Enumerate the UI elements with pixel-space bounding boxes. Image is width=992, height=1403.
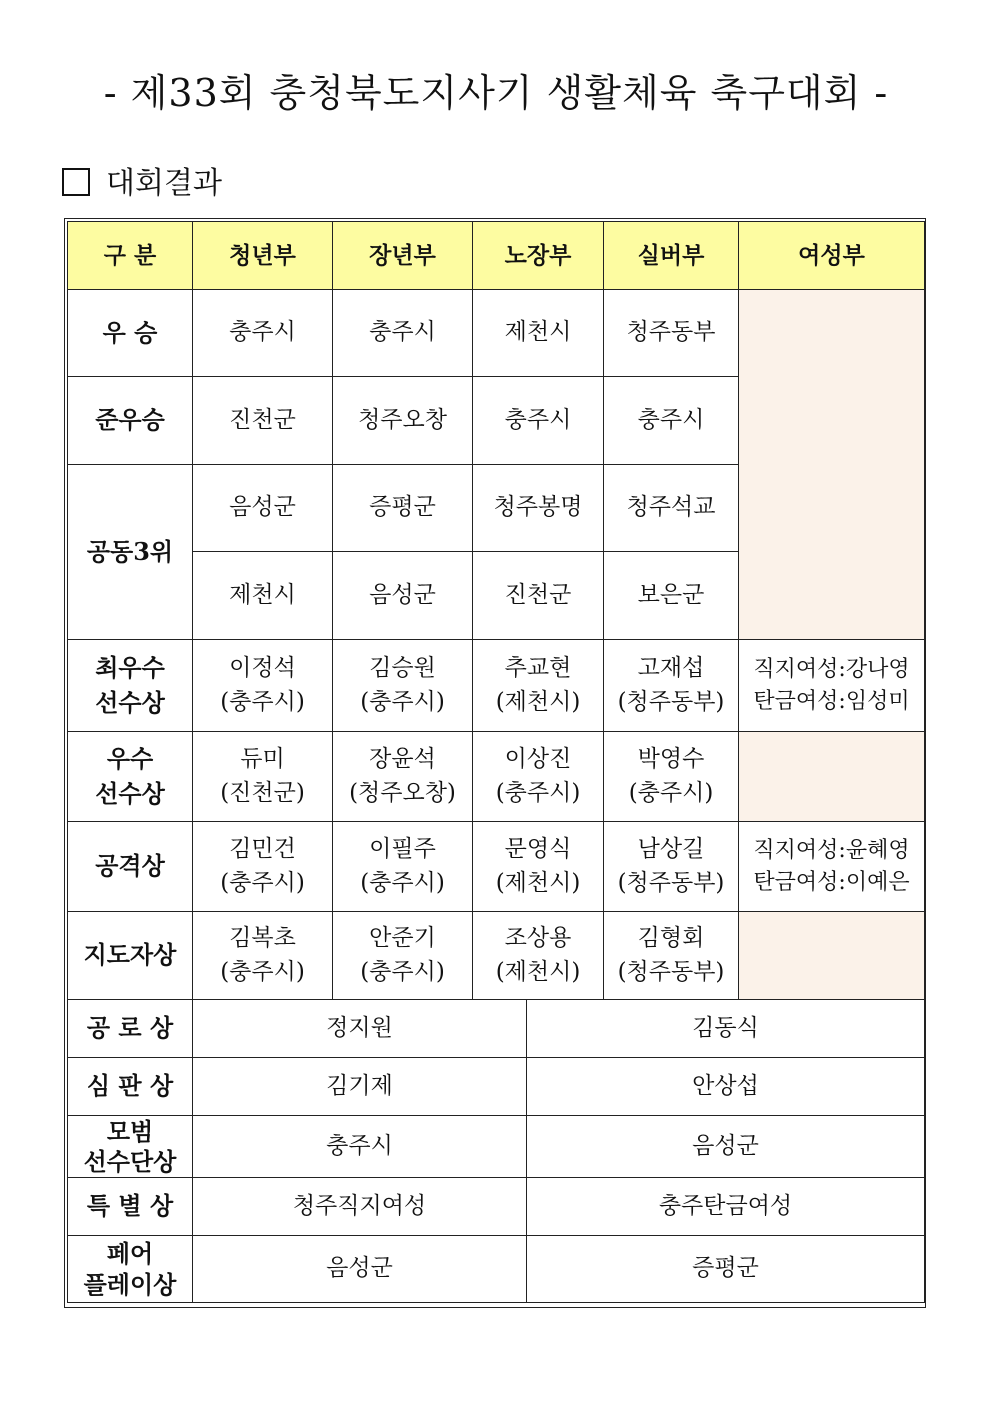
results-table (67, 221, 925, 1303)
cell-attack-senior: 문영식 (제천시) (473, 822, 604, 912)
checkbox-square-icon (62, 168, 90, 196)
cell-third1-silver: 청주석교 (604, 465, 739, 552)
cell-winner-senior: 제천시 (473, 290, 604, 377)
cell-model-left: 충주시 (193, 1116, 527, 1178)
cell-attack-women: 직지여성:윤혜영 탄금여성:이예은 (739, 822, 925, 912)
cell-mvp-senior: 추교현 (제천시) (473, 640, 604, 732)
cell-third2-youth: 제천시 (193, 552, 333, 640)
cell-third2-silver: 보은군 (604, 552, 739, 640)
cell-third1-senior: 청주봉명 (473, 465, 604, 552)
header-category: 구 분 (68, 222, 193, 290)
row-label-special: 특 별 상 (68, 1178, 193, 1236)
page-title: - 제33회 충청북도지사기 생활체육 축구대회 - (103, 71, 889, 115)
cell-women-blank (739, 290, 925, 640)
table-row (68, 912, 925, 1000)
cell-mvp-silver: 고재섭 (청주동부) (604, 640, 739, 732)
row-label-attack: 공격상 (68, 822, 193, 912)
cell-special-left: 청주직지여성 (193, 1178, 527, 1236)
row-label-coach: 지도자상 (68, 912, 193, 1000)
table-row (68, 1116, 925, 1178)
cell-merit-right: 김동식 (527, 1000, 925, 1058)
cell-runnerup-senior: 충주시 (473, 377, 604, 465)
cell-model-right: 음성군 (527, 1116, 925, 1178)
cell-runnerup-adult: 청주오창 (333, 377, 473, 465)
row-label-referee: 심 판 상 (68, 1058, 193, 1116)
table-row (68, 822, 925, 912)
table-row (68, 1178, 925, 1236)
header-youth: 청년부 (193, 222, 333, 290)
row-label-winner: 우 승 (68, 290, 193, 377)
table-row (68, 1000, 925, 1058)
cell-special-right: 충주탄금여성 (527, 1178, 925, 1236)
cell-third1-youth: 음성군 (193, 465, 333, 552)
cell-third1-adult: 증평군 (333, 465, 473, 552)
table-row (68, 1058, 925, 1116)
row-label-third: 공동3위 (68, 465, 193, 640)
cell-third2-adult: 음성군 (333, 552, 473, 640)
cell-winner-silver: 청주동부 (604, 290, 739, 377)
header-silver: 실버부 (604, 222, 739, 290)
cell-excellent-adult: 장윤석 (청주오창) (333, 732, 473, 822)
table-row (68, 1236, 925, 1303)
cell-coach-youth: 김복초 (충주시) (193, 912, 333, 1000)
cell-merit-left: 정지원 (193, 1000, 527, 1058)
table-row (68, 732, 925, 822)
cell-referee-right: 안상섭 (527, 1058, 925, 1116)
cell-excellent-silver: 박영수 (충주시) (604, 732, 739, 822)
row-label-excellent: 우수 선수상 (68, 732, 193, 822)
header-row (68, 222, 925, 290)
row-label-model: 모범 선수단상 (68, 1116, 193, 1178)
cell-attack-adult: 이필주 (충주시) (333, 822, 473, 912)
row-label-fairplay: 페어 플레이상 (68, 1236, 193, 1303)
row-label-runner-up: 준우승 (68, 377, 193, 465)
cell-coach-senior: 조상용 (제천시) (473, 912, 604, 1000)
cell-excellent-senior: 이상진 (충주시) (473, 732, 604, 822)
cell-attack-silver: 남상길 (청주동부) (604, 822, 739, 912)
cell-coach-adult: 안준기 (충주시) (333, 912, 473, 1000)
row-label-merit: 공 로 상 (68, 1000, 193, 1058)
cell-winner-adult: 충주시 (333, 290, 473, 377)
row-label-mvp: 최우수 선수상 (68, 640, 193, 732)
cell-runnerup-silver: 충주시 (604, 377, 739, 465)
cell-attack-youth: 김민건 (충주시) (193, 822, 333, 912)
cell-fairplay-left: 음성군 (193, 1236, 527, 1303)
cell-third2-senior: 진천군 (473, 552, 604, 640)
cell-fairplay-right: 증평군 (527, 1236, 925, 1303)
cell-mvp-adult: 김승원 (충주시) (333, 640, 473, 732)
section-heading (62, 158, 222, 202)
header-senior: 노장부 (473, 222, 604, 290)
section-title: 대회결과 (106, 166, 222, 201)
cell-mvp-women: 직지여성:강나영 탄금여성:임성미 (739, 640, 925, 732)
header-women: 여성부 (739, 222, 925, 290)
cell-winner-youth: 충주시 (193, 290, 333, 377)
table-row (68, 640, 925, 732)
table-row (68, 290, 925, 377)
header-adult: 장년부 (333, 222, 473, 290)
cell-mvp-youth: 이정석 (충주시) (193, 640, 333, 732)
cell-referee-left: 김기제 (193, 1058, 527, 1116)
cell-excellent-youth: 듀미 (진천군) (193, 732, 333, 822)
cell-coach-women-blank (739, 912, 925, 1000)
cell-runnerup-youth: 진천군 (193, 377, 333, 465)
cell-coach-silver: 김형회 (청주동부) (604, 912, 739, 1000)
cell-excellent-women-blank (739, 732, 925, 822)
